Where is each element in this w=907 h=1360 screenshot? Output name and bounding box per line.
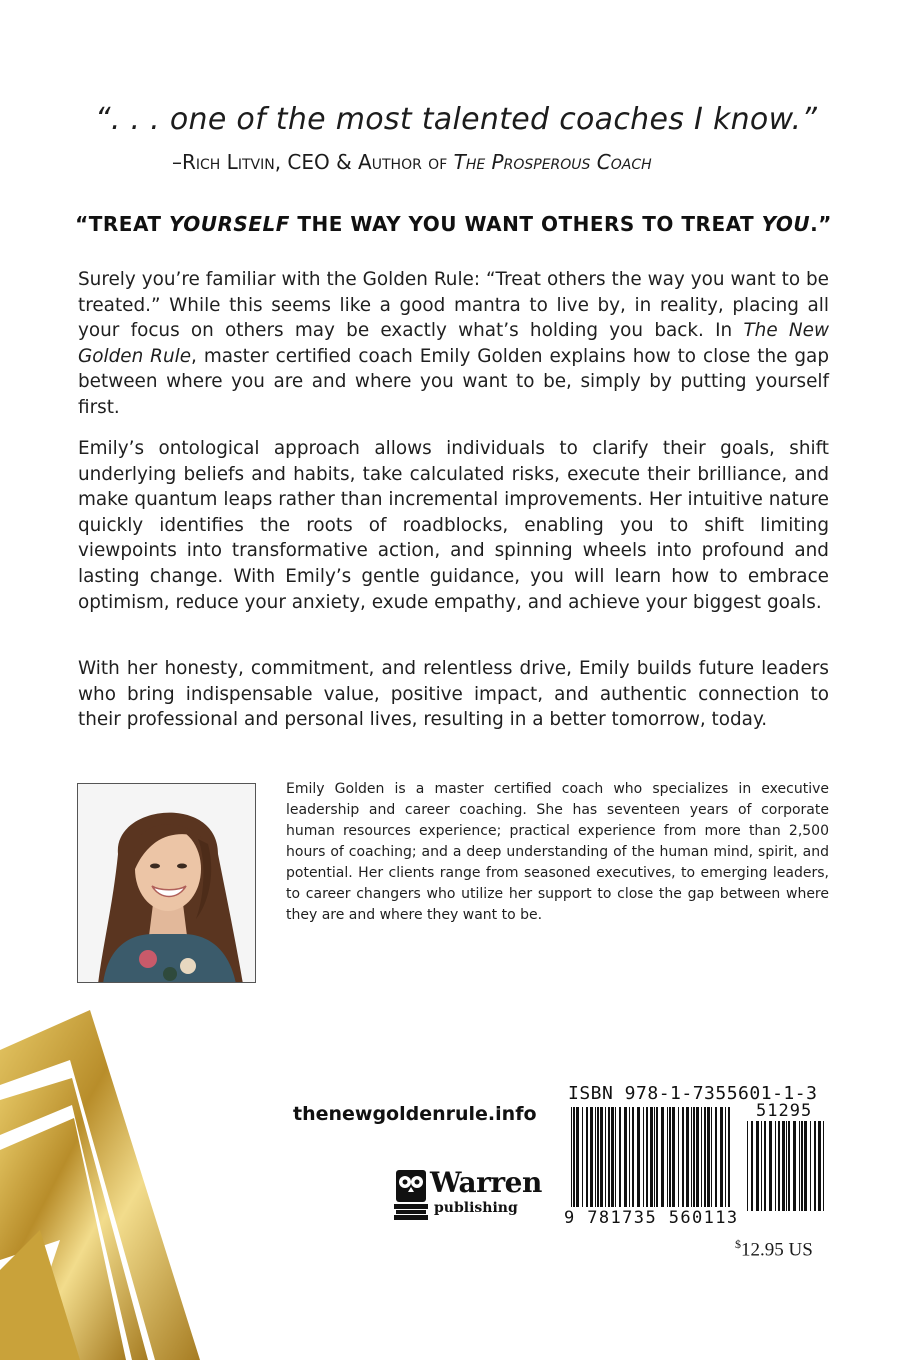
price-code: 51295 [756,1101,813,1121]
barcode-bar [818,1121,821,1211]
barcode-bar [720,1107,723,1207]
attribution-name: –Rich Litvin, CEO & Author of [172,150,454,174]
tagline [60,212,847,236]
barcode-bar [693,1107,695,1207]
barcode-bar [600,1107,603,1207]
barcode-bar [810,1121,811,1211]
barcode-bar [597,1107,599,1207]
barcode-bar [686,1107,689,1207]
barcode-bar [786,1121,787,1211]
barcode-bar [669,1107,671,1207]
barcode-bar [619,1107,621,1207]
barcode-bar [608,1107,610,1207]
barcode-bar [691,1107,692,1207]
barcode-bar [682,1107,684,1207]
barcode-bar [624,1107,627,1207]
barcode-bar [595,1107,596,1207]
barcode-bar [775,1121,776,1211]
barcode-bar [656,1107,658,1207]
barcode-bar [629,1107,630,1207]
barcode-bar [801,1121,803,1211]
barcode-bar [761,1121,762,1211]
barcode-bar [646,1107,648,1207]
barcode-bar [643,1107,644,1207]
barcode-bar [747,1121,748,1211]
barcode-bar [611,1107,614,1207]
description-paragraph-1 [78,267,829,421]
barcode-bar [701,1107,702,1207]
barcode-bar [573,1107,575,1207]
barcode-bar [571,1107,572,1207]
barcode-bar [711,1107,712,1207]
author-bio: Emily Golden is a master certified coach who specializes in executive leadership and career coaching. She has seventeen years of corporate human resources experience; practical experience from more than 2,500 hours of coaching; and a deep understanding of the human mind, spirit, and potential. Her clients range from seasoned executives, to emerging leaders, to career changers who utilize her support to close the gap between where they are and where they want to be. [286,781,829,923]
publisher-name: Warren [430,1166,542,1199]
barcode-bar [615,1107,616,1207]
barcode-bar [778,1121,780,1211]
barcode-bar [823,1121,824,1211]
barcode-bar [590,1107,593,1207]
attribution-book-title: The Prosperous Coach [453,150,652,174]
description-paragraph-2: Emily’s ontological approach allows individuals to clarify their goals, shift underlying beliefs and habits, take calculated risks, execute their brilliance, and make quantum leaps rather than incremental improvements. Her intuitive nature quickly identifies the roots of roadblocks, enabling you to shift limiting viewpoints into transformative action, and spinning wheels into profound and lasting change. With Emily’s gentle guidance, you will learn how to embrace optimism, reduce your anxiety, exude empathy, and achieve your biggest goals. [78,438,829,613]
endorsement-attribution [172,150,872,174]
barcode-bar [650,1107,653,1207]
barcode-bar [661,1107,664,1207]
barcode-bar [764,1121,766,1211]
barcode-bar [586,1107,588,1207]
barcode-bar [582,1107,583,1207]
author-photo [77,783,256,983]
barcode-bar [632,1107,634,1207]
isbn-barcode [563,1107,833,1217]
barcode-bar [728,1107,730,1207]
barcode-bar [637,1107,640,1207]
barcode-bar [814,1121,816,1211]
tagline-emphasis: YOU [761,212,811,236]
barcode-bar [793,1121,796,1211]
barcode-bar [788,1121,790,1211]
price-amount: 12.95 US [741,1239,813,1261]
barcode-bar [799,1121,800,1211]
barcode-bar [654,1107,655,1207]
barcode-bar [672,1107,675,1207]
barcode-bar [769,1121,772,1211]
barcode-bar [605,1107,606,1207]
owl-books-icon [394,1168,428,1220]
description-paragraph-3: With her honesty, commitment, and relentless drive, Emily builds future leaders who bring indispensable value, positive impact, and authentic connection to their professional and personal lives, resulting in a better tomorrow, today. [78,658,829,731]
publisher-logo [394,1166,564,1226]
barcode-bar [725,1107,726,1207]
endorsement-quote: “. . . one of the most talented coaches I know.” [95,102,818,137]
author-portrait-illustration [78,784,256,983]
price-label [735,1237,813,1261]
website-url[interactable]: thenewgoldenrule.info [293,1103,537,1125]
tagline-part: .” [810,212,832,236]
tagline-part: “TREAT [75,212,169,236]
isbn-label: ISBN 978-1-7355601-1-3 [568,1083,818,1104]
tagline-emphasis: YOURSELF [168,212,290,236]
barcode-bar [707,1107,710,1207]
barcode-bar [715,1107,717,1207]
barcode-bar [756,1121,759,1211]
barcode-bar [804,1121,807,1211]
barcode-digits: 9 781735 560113 [564,1208,739,1228]
gold-foil-decoration [0,1010,200,1360]
barcode-bar [782,1121,785,1211]
paragraph-text: , master certified coach Emily Golden explains how to close the gap between where you are and where you want to be, simply by putting yourself first. [78,345,829,418]
currency-symbol: $ [735,1237,741,1251]
publisher-subtitle: publishing [434,1200,518,1216]
barcode-bar [678,1107,679,1207]
tagline-part: THE WAY YOU WANT OTHERS TO TREAT [289,212,762,236]
barcode-bar [696,1107,699,1207]
barcode-bar [751,1121,753,1211]
barcode-bar [667,1107,668,1207]
book-title: The New Golden Rule [78,320,829,367]
barcode-bar [576,1107,579,1207]
paragraph-text: Surely you’re familiar with the Golden Rule: “Treat others the way you want to be treated.” While this seems like a good mantra to live by, in reality, placing all your focus on others may be exactly what’s holding you back. In [78,269,829,342]
barcode-bar [704,1107,706,1207]
